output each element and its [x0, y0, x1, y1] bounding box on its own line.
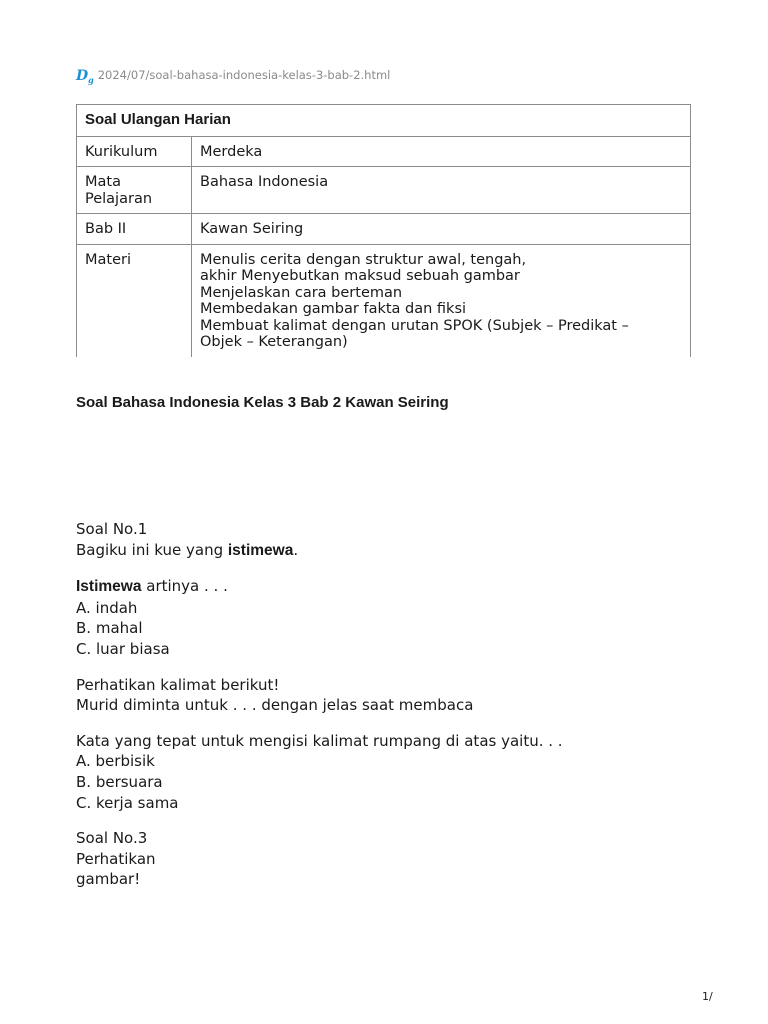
table-row: [77, 167, 691, 214]
question-intro: gambar!: [76, 870, 141, 889]
question-prompt: Istimewa artinya . . .: [76, 577, 228, 596]
site-logo-icon: $D_g$: [76, 68, 94, 85]
materi-line: Membedakan gambar fakta dan fiksi: [200, 301, 467, 317]
row-label: Kurikulum: [77, 136, 192, 167]
materi-line: akhir Menyebutkan maksud sebuah gambar: [200, 268, 520, 284]
option: C. luar biasa: [76, 639, 170, 658]
option: A. berbisik: [76, 752, 155, 771]
option: B. bersuara: [76, 772, 163, 791]
table-row: [77, 244, 691, 357]
questions-content: [76, 519, 696, 905]
option: B. mahal: [76, 619, 143, 638]
row-value: Merdeka: [192, 136, 691, 167]
table-row: [77, 136, 691, 167]
question-number: Soal No.1: [76, 520, 148, 538]
question-sentence: Bagiku ini kue yang istimewa.: [76, 540, 299, 559]
question-3-block: [76, 828, 696, 890]
question-prompt: Kata yang tepat untuk mengisi kalimat rumpang di atas yaitu. . .: [76, 731, 563, 750]
table-title-row: [77, 105, 691, 137]
row-label: Mata Pelajaran: [77, 167, 192, 214]
materi-line: Objek – Keterangan): [200, 334, 348, 350]
option: C. kerja sama: [76, 793, 179, 812]
page-header: [76, 66, 390, 84]
bold-word: Istimewa: [76, 578, 142, 596]
materi-line: Menjelaskan cara berteman: [200, 284, 403, 301]
row-value: [192, 244, 691, 357]
materi-line: Menulis cerita dengan struktur awal, tengah,: [200, 251, 527, 268]
table-title: Soal Ulangan Harian: [77, 105, 691, 137]
question-1-block: [76, 519, 696, 561]
materi-line: Membuat kalimat dengan urutan SPOK (Subjek – Predikat –: [200, 317, 629, 334]
section-title: Soal Bahasa Indonesia Kelas 3 Bab 2 Kawan Seiring: [76, 394, 449, 411]
question-number: Soal No.3: [76, 829, 148, 848]
row-value: Bahasa Indonesia: [192, 167, 691, 214]
question-intro: Perhatikan: [76, 849, 156, 868]
question-sentence: Murid diminta untuk . . . dengan jelas saat membaca: [76, 696, 474, 715]
row-value: Kawan Seiring: [192, 214, 691, 245]
info-table: [76, 104, 691, 357]
table-row: [77, 214, 691, 245]
bold-word: istimewa: [227, 541, 294, 559]
question-2-block: [76, 675, 696, 716]
page-url: 2024/07/soal-bahasa-indonesia-kelas-3-bab-2.html: [97, 68, 391, 82]
page-number: 1/: [702, 990, 713, 1003]
question-1-options: [76, 576, 696, 659]
row-label: Materi: [77, 244, 192, 357]
option: A. indah: [76, 598, 138, 617]
question-intro: Perhatikan kalimat berikut!: [76, 675, 280, 694]
row-label: Bab II: [77, 214, 192, 245]
question-2-options: [76, 731, 696, 813]
